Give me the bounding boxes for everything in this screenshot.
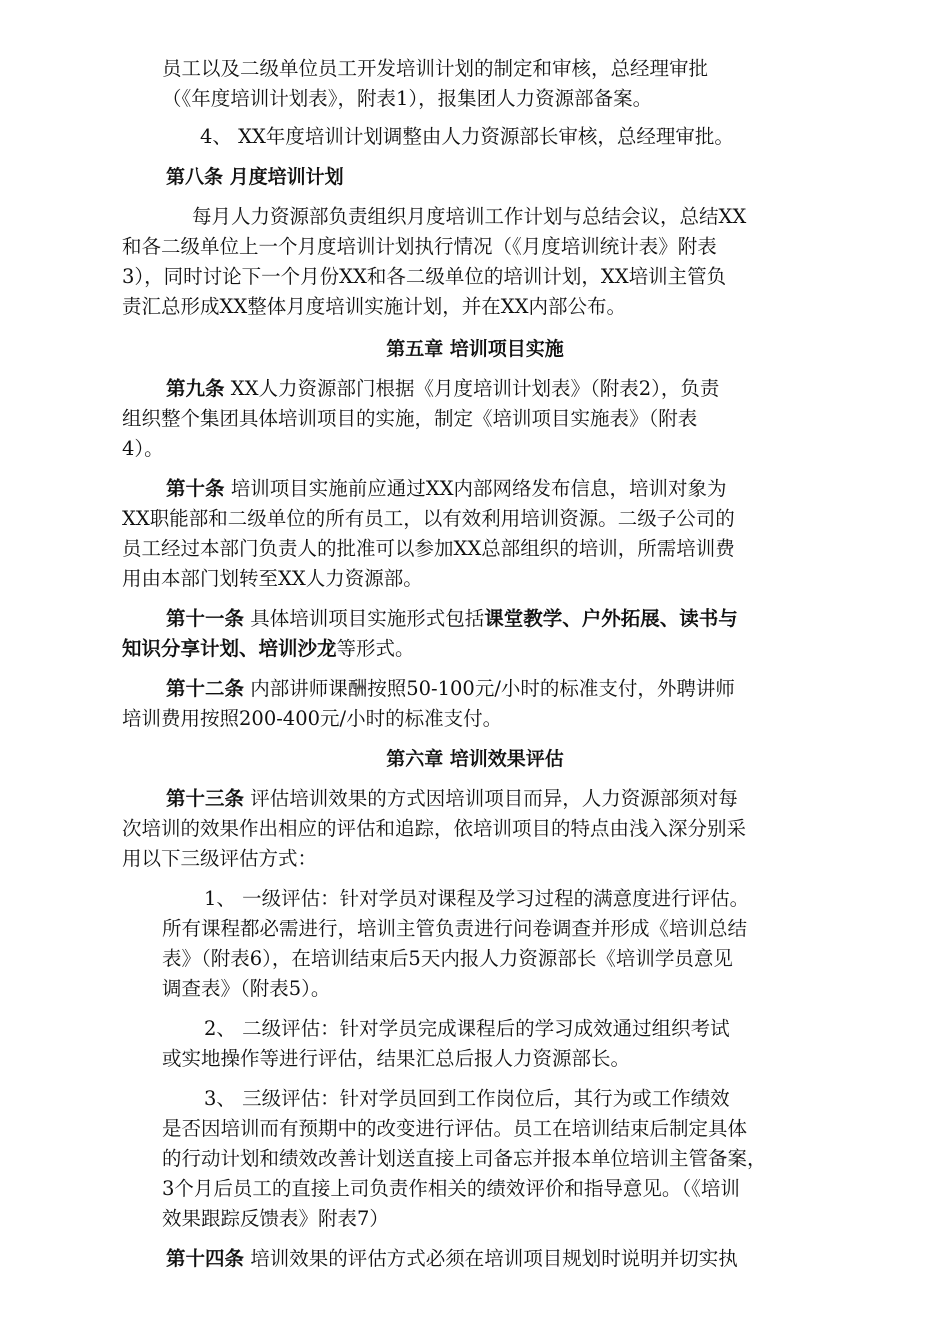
paragraph-annual-plan-approval: 员工以及二级单位员工开发培训计划的制定和审核，总经理审批 （《年度培训计划表》，附表1），报集团人力资源部备案。 (162, 57, 709, 110)
training-forms-bold-2: 知识分享计划、培训沙龙 (122, 637, 337, 660)
paragraph-monthly-plan: 每月人力资源部负责组织月度培训工作计划与总结会议，总结XX 和各二级单位上一个月度培训计划执行情况（《月度培训统计表》附表 3），同时讨论下一个月份XX和各二级单位的培训计划，XX培训主管负 责汇总形成XX整体月度培训实施计划，并在XX内部公布。 (122, 205, 747, 318)
article-9-label: 第九条 (166, 377, 225, 400)
list-item-4: 4、 XX年度培训计划调整由人力资源部长审核，总经理审批。 (200, 125, 734, 148)
article-10: 第十条 培训项目实施前应通过XX内部网络发布信息，培训对象为 XX职能部和二级单位的所有员工，以有效利用培训资源。二级子公司的 员工经过本部门负责人的批准可以参加XX总部组织的培训，所需培训费 用由本部门划转至XX人力资源部。 (122, 477, 735, 590)
article-8-heading: 第八条 月度培训计划 (166, 166, 344, 188)
article-12-label: 第十二条 (166, 677, 245, 700)
evaluation-level-2: 2、 二级评估：针对学员完成课程后的学习成效通过组织考试 或实地操作等进行评估，结果汇总后报人力资源部长。 (162, 1017, 730, 1070)
evaluation-level-3: 3、 三级评估：针对学员回到工作岗位后，其行为或工作绩效 是否因培训而有预期中的改变进行评估。员工在培训结束后制定具体 的行动计划和绩效改善计划送直接上司备忘并报本单位培训主管备案， 3个月后员工的直接上司负责作相关的绩效评价和指导意见。（《培训 效果跟踪反馈表》附表7） (162, 1087, 767, 1230)
article-14: 第十四条 培训效果的评估方式必须在培训项目规划时说明并切实执 (166, 1247, 738, 1270)
article-13: 第十三条 评估培训效果的方式因培训项目而异，人力资源部须对每 次培训的效果作出相应的评估和追踪，依培训项目的特点由浅入深分别采 用以下三级评估方式： (122, 787, 747, 870)
article-9: 第九条 XX人力资源部门根据《月度培训计划表》（附表2），负责 组织整个集团具体培训项目的实施，制定《培训项目实施表》（附表 4）。 (122, 377, 720, 460)
chapter-6-heading: 第六章 培训效果评估 (386, 748, 564, 770)
article-10-label: 第十条 (166, 477, 225, 500)
article-12: 第十二条 内部讲师课酬按照50-100元/小时的标准支付，外聘讲师 培训费用按照200-400元/小时的标准支付。 (122, 677, 735, 730)
chapter-5-heading: 第五章 培训项目实施 (386, 338, 564, 360)
article-13-label: 第十三条 (166, 787, 245, 810)
article-11: 第十一条 具体培训项目实施形式包括课堂教学、户外拓展、读书与 知识分享计划、培训沙龙等形式。 (122, 607, 738, 660)
evaluation-level-1: 1、 一级评估：针对学员对课程及学习过程的满意度进行评估。 所有课程都必需进行，培训主管负责进行问卷调查并形成《培训总结 表》（附表6），在培训结束后5天内报人力资源部长《培训学员意见 调查表》（附表5）。 (162, 887, 750, 1000)
training-forms-bold: 课堂教学、户外拓展、读书与 (484, 607, 738, 630)
article-14-label: 第十四条 (166, 1247, 245, 1270)
article-11-label: 第十一条 (166, 607, 245, 630)
